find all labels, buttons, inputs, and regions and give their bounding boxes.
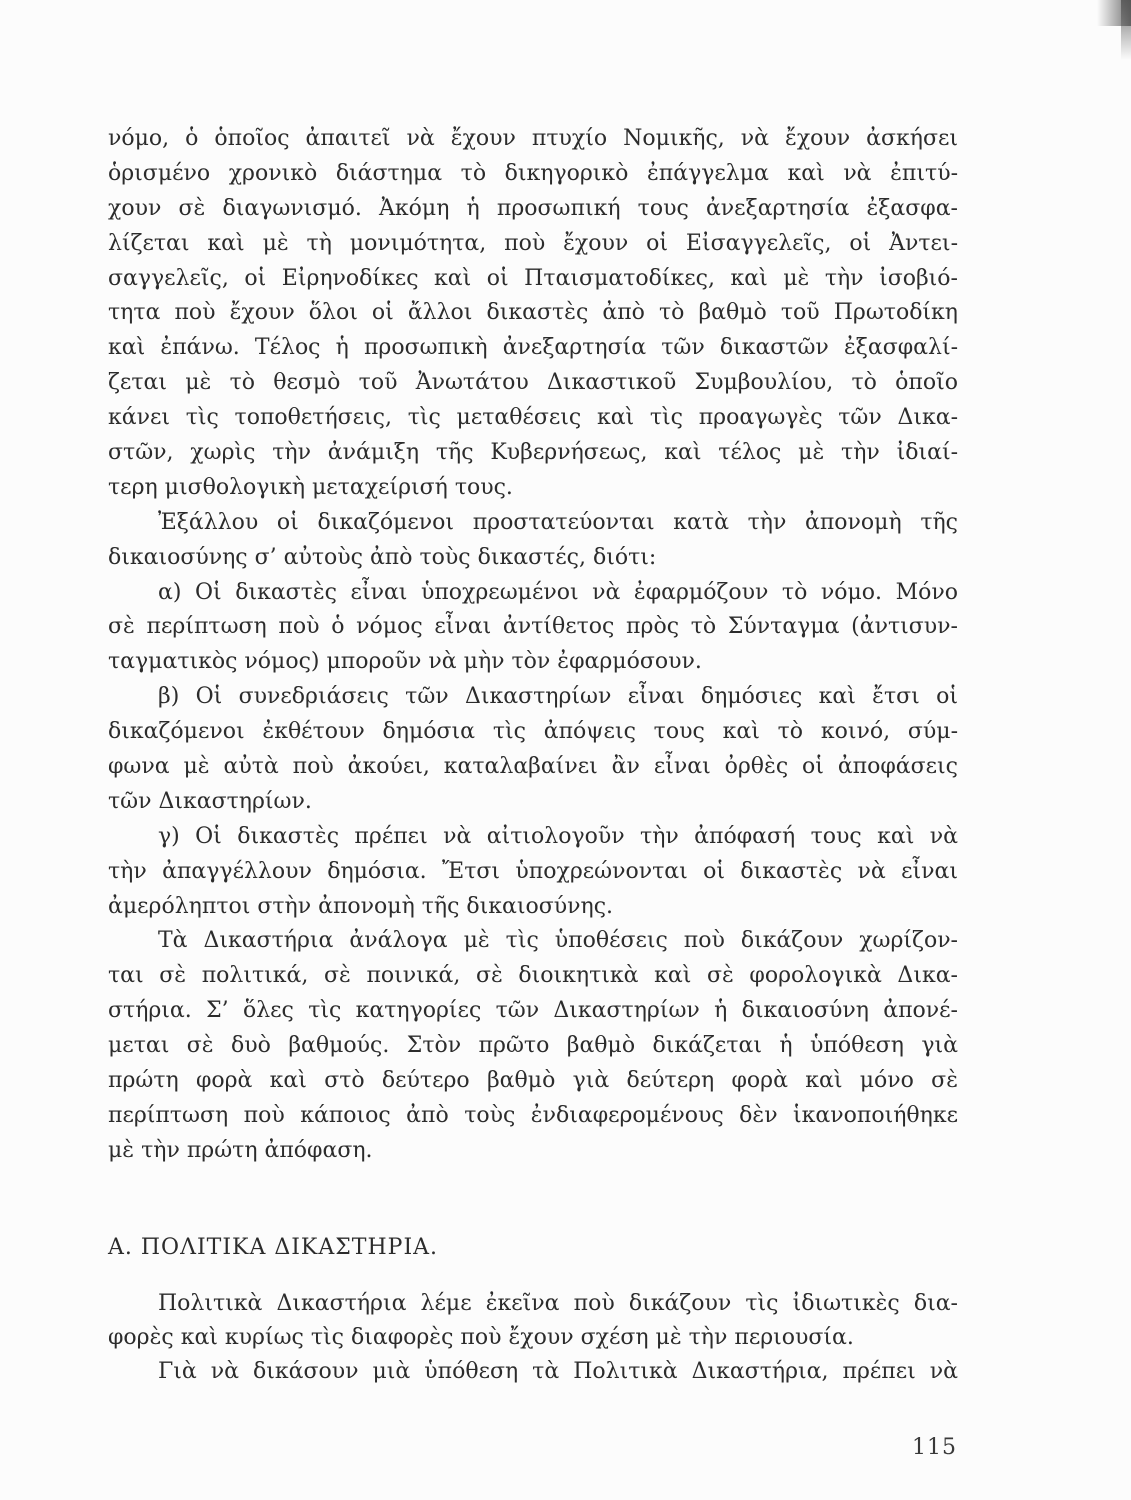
- paragraph: [108, 506, 958, 576]
- text-line: σαγγελεῖς, οἱ Εἰρηνοδίκες καὶ οἱ Πταισματοδίκες, καὶ μὲ τὴν ἰσοβιό-: [108, 265, 958, 291]
- list-item-a: [108, 576, 958, 681]
- text-line: τὴν ἀπαγγέλλουν δημόσια. Ἔτσι ὑποχρεώνονται οἱ δικαστὲς νὰ εἶναι: [108, 858, 958, 884]
- text-line: πρώτη φορὰ καὶ στὸ δεύτερο βαθμὸ γιὰ δεύτερη φορὰ καὶ μόνο σὲ: [108, 1068, 958, 1094]
- text-line: δικαιοσύνης σ’ αὐτοὺς ἀπὸ τοὺς δικαστές, διότι:: [108, 544, 657, 570]
- text-line: γ) Οἱ δικαστὲς πρέπει νὰ αἰτιολογοῦν τὴν ἀπόφασή τους καὶ νὰ: [158, 823, 958, 849]
- paragraph: [108, 924, 958, 1168]
- text-line: Γιὰ νὰ δικάσουν μιὰ ὑπόθεση τὰ Πολιτικὰ Δικαστήρια, πρέπει νὰ: [158, 1359, 958, 1384]
- text-line: ταγματικὸς νόμος) μποροῦν νὰ μὴν τὸν ἐφαρμόσουν.: [108, 649, 702, 675]
- scan-edge-shadow-right: [1121, 0, 1131, 60]
- text-line: τῶν Δικαστηρίων.: [108, 788, 312, 814]
- text-line: ται σὲ πολιτικά, σὲ ποινικά, σὲ διοικητικὰ καὶ σὲ φορολογικὰ Δικα-: [108, 963, 958, 989]
- text-line: β) Οἱ συνεδριάσεις τῶν Δικαστηρίων εἶναι δημόσιες καὶ ἔτσι οἱ: [158, 684, 958, 710]
- text-line: δικαζόμενοι ἐκθέτουν δημόσια τὶς ἀπόψεις τους καὶ τὸ κοινό, σύμ-: [108, 719, 958, 745]
- text-line: καὶ ἐπάνω. Τέλος ἡ προσωπικὴ ἀνεξαρτησία τῶν δικαστῶν ἐξασφαλί-: [108, 335, 958, 361]
- text-line: χουν σὲ διαγωνισμό. Ἀκόμη ἡ προσωπική τους ἀνεξαρτησία ἐξασφα-: [108, 195, 958, 221]
- text-line: τερη μισθολογικὴ μεταχείρισή τους.: [108, 474, 513, 500]
- list-item-b: [108, 680, 958, 820]
- text-line: σὲ περίπτωση ποὺ ὁ νόμος εἶναι ἀντίθετος πρὸς τὸ Σύνταγμα (ἀντισυν-: [108, 614, 958, 640]
- text-line: περίπτωση ποὺ κάποιος ἀπὸ τοὺς ἐνδιαφερομένους δὲν ἱκανοποιήθηκε: [108, 1102, 958, 1128]
- text-line: λίζεται καὶ μὲ τὴ μονιμότητα, ποὺ ἔχουν οἱ Εἰσαγγελεῖς, οἱ Ἀντει-: [108, 230, 958, 256]
- text-line: τητα ποὺ ἔχουν ὅλοι οἱ ἄλλοι δικαστὲς ἀπὸ τὸ βαθμὸ τοῦ Πρωτοδίκη: [108, 300, 958, 326]
- text-line: μεται σὲ δυὸ βαθμούς. Στὸν πρῶτο βαθμὸ δικάζεται ἡ ὑπόθεση γιὰ: [108, 1033, 958, 1059]
- section-text: [108, 1287, 958, 1389]
- text-line: νόμο, ὁ ὁποῖος ἀπαιτεῖ νὰ ἔχουν πτυχίο Νομικῆς, νὰ ἔχουν ἀσκήσει: [108, 126, 958, 151]
- body-text: [108, 122, 958, 1169]
- page-number: 115: [912, 1435, 957, 1460]
- paragraph: [108, 1287, 958, 1355]
- text-line: μὲ τὴν πρώτη ἀπόφαση.: [108, 1137, 373, 1163]
- text-line: Πολιτικὰ Δικαστήρια λέμε ἐκεῖνα ποὺ δικάζουν τὶς ἰδιωτικὲς δια-: [158, 1291, 958, 1316]
- paragraph: [108, 122, 958, 506]
- text-line: ἀμερόληπτοι στὴν ἀπονομὴ τῆς δικαιοσύνης.: [108, 893, 614, 919]
- text-line: στήρια. Σ’ ὅλες τὶς κατηγορίες τῶν Δικαστηρίων ἡ δικαιοσύνη ἀπονέ-: [108, 998, 958, 1024]
- text-line: φορὲς καὶ κυρίως τὶς διαφορὲς ποὺ ἔχουν σχέση μὲ τὴν περιουσία.: [108, 1325, 854, 1350]
- text-line: Ἐξάλλου οἱ δικαζόμενοι προστατεύονται κατὰ τὴν ἀπονομὴ τῆς: [158, 509, 958, 535]
- text-line: ὁρισμένο χρονικὸ διάστημα τὸ δικηγορικὸ ἐπάγγελμα καὶ νὰ ἐπιτύ-: [108, 160, 958, 186]
- text-line: στῶν, χωρὶς τὴν ἀνάμιξη τῆς Κυβερνήσεως, καὶ τέλος μὲ τὴν ἰδιαί-: [108, 440, 958, 466]
- text-line: Τὰ Δικαστήρια ἀνάλογα μὲ τὶς ὑποθέσεις ποὺ δικάζουν χωρίζον-: [158, 928, 958, 954]
- paragraph: [108, 1355, 958, 1389]
- section-heading: Α. ΠΟΛΙΤΙΚΑ ΔΙΚΑΣΤΗΡΙΑ.: [108, 1235, 439, 1260]
- text-line: α) Οἱ δικαστὲς εἶναι ὑποχρεωμένοι νὰ ἐφαρμόζουν τὸ νόμο. Μόνο: [158, 579, 958, 605]
- list-item-c: [108, 820, 958, 925]
- text-line: φωνα μὲ αὐτὰ ποὺ ἀκούει, καταλαβαίνει ἂν εἶναι ὀρθὲς οἱ ἀποφάσεις: [108, 754, 958, 780]
- text-line: ζεται μὲ τὸ θεσμὸ τοῦ Ἀνωτάτου Δικαστικοῦ Συμβουλίου, τὸ ὁποῖο: [108, 370, 958, 396]
- text-line: κάνει τὶς τοποθετήσεις, τὶς μεταθέσεις καὶ τὶς προαγωγὲς τῶν Δικα-: [108, 405, 958, 431]
